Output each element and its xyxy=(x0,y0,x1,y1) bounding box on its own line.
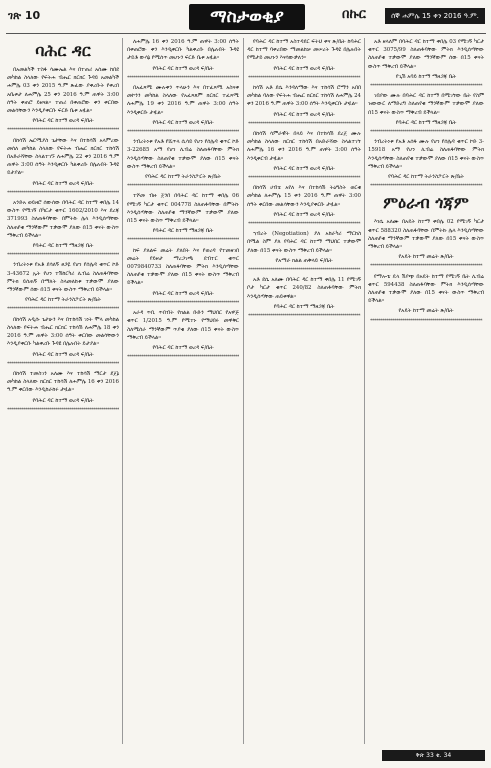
notice-signature: የባሕር ዳር ከተማ ወረዳ ፍ/ቤት xyxy=(273,65,335,72)
column-divider xyxy=(243,38,244,744)
notice-separator: ******************************************************** xyxy=(127,299,239,306)
issue-footer: ቅጽ 33 ቁ. 34 xyxy=(382,750,485,761)
column-divider xyxy=(364,38,365,744)
notice-separator: ******************************************************** xyxy=(127,237,239,244)
notice-signature: የባሕር ዳር ከተማ ወረዳ ፍ/ቤት xyxy=(32,118,94,125)
notice-text: ከሳሽ አቶ ደሴ እንዳለማው እና ተከሳሽ ሮማን አበበ መካከል ባለው የፍትሐ ብሔር ክርክር ተከሳሽ ለሐምሌ 24 ቀን 2016 ዓ.ም ጠዋት 3:00 ሰዓት እንዲቀርቡ ታዟል። xyxy=(247,85,361,108)
notice-text: እነሴ አለሙ በአዴት ከተማ ቀበሌ 02 የሚገኝ ካርታ ቁጥር 588320 ስለጠፋባቸው በምትኩ ሌላ እንዲሰጣቸው ስለጠየቁ ማንኛውም ተቃውሞ ያለው በ15 ቀናት ውስጥ ማቅረብ ይችላል። xyxy=(368,219,484,251)
notice-text: ለሐምሌ 16 ቀን 2016 ዓ.ም ጠዋት 3:00 ሰዓት በቀጠሮው ቀን እንዲቀርቡ ካልቀረቡ በሌሉበት ጉዳዩ ታይቶ ውሳኔ የሚሰጥ መሆኑን ፍርድ ቤቱ አዟል። xyxy=(127,39,239,62)
newspaper-name: በኩር xyxy=(342,7,366,22)
notice-separator: ******************************************************** xyxy=(248,313,360,320)
notice-text: አቶ ዘላለም በባሕር ዳር ከተማ ቀበሌ 03 የሚገኝ ካርታ ቁጥር 3075/99 ስለጠፋባቸው ምትክ እንዲሰጣቸው ስለጠየቁ ተቃውሞ ያለው ማንኛውም ሰው በ15 ቀናት ውስጥ ማቅረብ ይችላል። xyxy=(368,39,484,70)
notice-signature: የጊሽ አባይ ከተማ ማዘጋጃ ቤት xyxy=(395,73,457,80)
notice-separator: ******************************************************** xyxy=(7,406,119,413)
notice-signature: የባሕር ዳር ከተማ ወረዳ ፍ/ቤት xyxy=(273,211,335,218)
notice-separator: ******************************************************** xyxy=(248,175,360,182)
notice-text: ንብረትነቱ የአቶ የሺጥላ ሲሳይ የሆነ የሰሌዳ ቁጥር ኮድ 3-22685 አማ የሆነ ሊብሬ ስለጠፋባቸው ምትክ እንዲሰጣቸው ስለጠየቁ ተቃውሞ ያለው በ15 ቀናት ውስጥ ማቅረብ ይችላል። xyxy=(127,139,239,170)
notice-text: አራዳ ጥቢ ጥበብት የክልል ቡድን ማህበር የአዋጅ ቁጥር 1/2015 ዓ.ም የሚተኑ የማህበሩ መዋቅር ስለሚሰራ ማንኛውም ጥያቄ ያለው በ15 ቀናት ውስጥ ማቅረብ ይችላል። xyxy=(127,310,239,341)
notice-text: በከሳሽ ኤርሚያስ ጌታቸው እና በተከሳሽ አላምረው መሰለ መካከል ስላለው የፍትሐ ብሔር ክርክር ተከሳሽ በአድራሻቸው ስላልተገኙ ለሐምሌ 22 ቀን 2016 ዓ.ም ጠዋት 3:00 ሰዓት እንዲቀርቡ ካልቀረቡ በሌሉበት ጉዳዩ ይታያል። xyxy=(7,137,119,177)
notice-signature: የባሕር ዳር ከተማ ትራንስፖርት ጽ/ቤት xyxy=(25,297,101,304)
column-4-heading: ምዕራብ ጎጃም xyxy=(383,193,469,213)
notice-signature: የባሕር ዳር ከተማ ማዘጋጃ ቤት xyxy=(32,243,94,250)
notice-signature: የባሕር ዳር ከተማ ትራንስፖርት ጽ/ቤት xyxy=(145,174,221,181)
notice-text: ተሾመ ብዙ ጀንበ በባሕር ዳር ከተማ ቀበሌ 06 የሚገኝ ካርታ ቁጥር 004778 ስለጠፋባቸው በምትኩ እንዲሰጣቸው ስለጠየቁ ማንኛውም ተቃውሞ ያለው በ15 ቀናት ውስጥ ማቅረብ ይችላል። xyxy=(127,193,239,225)
notice-signature: የባሕር ዳር ከተማ ማዘጋጃ ቤት xyxy=(273,303,335,310)
notice-signature: የባሕር ዳር ከተማ ወረዳ ፍ/ቤት xyxy=(273,165,335,172)
notice-text: ገበያው ሙሉ በባሕር ዳር ከተማ በሚገኘው ቤት የስም ዝውውር ለማድረግ ስለጠየቁ ማንኛውም ተቃውሞ ያለው በ15 ቀናት ውስጥ ማቅረብ ይችላል። xyxy=(368,93,484,116)
notice-separator: ******************************************************** xyxy=(7,252,119,259)
column-1 xyxy=(7,38,119,744)
notice-text: በአመልካች ተስፋ ሳሙኤል እና በተጠሪ አሰሙ ከበደ መካከል ስላለው የፍትሐ ብሔር ክርክር ጉዳይ አመልካች ሐምሌ 03 ቀን 2015 ዓ.ም ጽፈው ያቀረቡት የቀረበ አቤቱታ ለሐምሌ 25 ቀን 2016 ዓ.ም ጠዋት 3:00 ሰዓት ቀጠሮ ይዘናል። ተጠሪ በቀጠሮው ቀን ቀርበው መልሳቸውን እንዲያቀርቡ ፍርድ ቤቱ አዟል። xyxy=(7,67,119,115)
notice-signature: የአዴት ከተማ መሬት ጽ/ቤት xyxy=(398,308,454,315)
notice-separator: ******************************************************** xyxy=(127,183,239,190)
notice-signature: የባሕር ዳር ከተማ ማዘጋጃ ቤት xyxy=(395,119,457,126)
notice-separator: ******************************************************** xyxy=(7,127,119,134)
notice-signature: የአማራ ክልል ጠቅላይ ፍ/ቤት xyxy=(275,257,333,264)
notice-signature: የባሕር ዳር ከተማ ወረዳ ፍ/ቤት xyxy=(32,351,94,358)
notice-separator: ******************************************************** xyxy=(370,129,482,136)
notice-text: ንብረትነቱ የአቶ አሰፋ ሙሉ የሆነ የሰሌዳ ቁጥር ኮድ 3-15918 አማ የሆነ ሊብሬ ስለጠፋባቸው ምትክ እንዲሰጣቸው ስለጠየቁ ተቃውሞ ያለው በ15 ቀናት ውስጥ ማቅረብ ይችላል። xyxy=(368,139,484,170)
header-rule xyxy=(6,33,486,34)
notice-text: በከሳሽ ተመስገን አለሙ እና ተከሳሽ ማርታ ደጀኔ መካከል ስላለው ክርክር ተከሳሽ ለሐምሌ 16 ቀን 2016 ዓ.ም ቀርበው እንዲከራከሩ ታዟል። xyxy=(7,370,119,394)
notice-separator: ******************************************************** xyxy=(248,221,360,228)
notice-text: በአፈጻሚ ሙሉቀን ጥላሁን እና በተፈጻሚ አስናቀ መኮንን መካከል ስላለው የአፈጻጸም ክርክር ተፈጻሚ ለሐምሌ 19 ቀን 2016 ዓ.ም ጠዋት 3:00 ሰዓት እንዲቀርቡ ታዟል። xyxy=(127,85,239,116)
notice-signature: የባሕር ዳር ከተማ ትራንስፖርት ጽ/ቤት xyxy=(388,174,464,181)
notice-text: ከፍ ያለልፍ መሬት ያለበት እና የወረዳ የተመዘገበ መሬት የይዞታ ማረጋገጫ ደብተር ቁጥር 0079840733 ስለጠፋባቸው ምትክ እንዲሰጣቸው ስለጠየቁ ተቃውሞ ያለው በ15 ቀናት ውስጥ ማቅረብ ይችላል። xyxy=(127,247,239,287)
notice-separator: ******************************************************** xyxy=(127,129,239,136)
notice-separator: ******************************************************** xyxy=(248,267,360,274)
notice-signature: የባሕር ዳር ከተማ ወረዳ ፍ/ቤት xyxy=(32,397,94,404)
notice-signature: የአዴት ከተማ መሬት ጽ/ቤት xyxy=(398,254,454,261)
notice-text: አንድአ ወይዘሮ ሰውሰው በባሕር ዳር ከተማ ቀበሌ 14 ውስጥ የሚገኝ በካርታ ቁጥር 1602/2010 እና ደረጃ 371993 ስለጠፋባቸው በምትኩ ሌላ እንዲሰጣቸው ስለጠየቁ ማንኛውም ተቃውሞ ያለው በ15 ቀናት ውስጥ ማቅረብ ይችላል። xyxy=(7,200,119,239)
page-number: ገጽ 10 xyxy=(8,9,41,22)
notice-signature: የባሕር ዳር ከተማ ወረዳ ፍ/ቤት xyxy=(152,344,214,351)
column-4 xyxy=(368,38,484,744)
notice-separator: ******************************************************** xyxy=(370,183,482,190)
column-2 xyxy=(127,38,239,744)
notice-signature: የባሕር ዳር ከተማ ወረዳ ፍ/ቤት xyxy=(273,111,335,118)
notice-signature: የባሕር ዳር ከተማ ማዘጋጃ ቤት xyxy=(152,228,214,235)
notice-text: ኅብረት (Negotiation) ያለ አከራካሪ ማርከስ በሚል ስም ያለ የባሕር ዳር ከተማ ማህበር ተቃውሞ ያለው በ15 ቀናት ውስጥ ማቅረብ ይችላል። xyxy=(247,231,361,254)
column-1-heading: ባሕር ዳር xyxy=(35,41,91,60)
notice-text: የባሕር ዳር ከተማ አስተዳደር ፍትህ ቀና ጽ/ቤት ከባሕር ዳር ከተማ ባቀረበው ማመልከቻ መሠረት ጉዳዩ በሌሉበት የሚታይ መሆኑን እናሳውቃለን። xyxy=(247,39,361,62)
notice-separator: ******************************************************** xyxy=(370,263,482,270)
column-divider xyxy=(122,38,123,744)
notice-separator: ******************************************************** xyxy=(127,354,239,361)
notice-text: በከሳሽ ሳምራዊት በላይ እና በተከሳሽ ደረጀ ሙሉ መካከል ስላለው ክርክር ተከሳሽ በአድራሻው ስላልተገኘ ለሐምሌ 16 ቀን 2016 ዓ.ም ጠዋት 3:00 ሰዓት እንዲቀርብ ታዟል። xyxy=(247,131,361,162)
page-header xyxy=(0,0,491,42)
notice-signature: የባሕር ዳር ከተማ ወረዳ ፍ/ቤት xyxy=(152,119,214,126)
date-line: ሰኞ ሐምሌ 15 ቀን 2016 ዓ.ም. xyxy=(385,8,485,24)
notice-separator: ******************************************************** xyxy=(248,120,360,127)
notice-separator: ******************************************************** xyxy=(370,317,482,324)
notice-separator: ******************************************************** xyxy=(248,74,360,81)
notice-signature: የባሕር ዳር ከተማ ወረዳ ፍ/ቤት xyxy=(152,290,214,297)
notice-separator: ******************************************************** xyxy=(7,360,119,367)
notice-text: የማሎቴ ዴላ ሽያጭ በአዴት ከተማ የሚገኝ ቤት ሊብሬ ቁጥር 594438 ስለጠፋባቸው ምትክ እንዲሰጣቸው ስለጠየቁ ተቃውሞ ያለው በ15 ቀናት ውስጥ ማቅረብ ይችላል። xyxy=(368,273,484,305)
notice-signature: የባሕር ዳር ከተማ ወረዳ ፍ/ቤት xyxy=(32,180,94,187)
notice-text: በከሳሽ አዲሱ ጌታሁን እና በተከሳሽ ገነት ሞላ መካከል ስላለው የፍትሐ ብሔር ክርክር ተከሳሽ ለሐምሌ 18 ቀን 2016 ዓ.ም ጠዋት 3:00 ሰዓት ቀርበው መልሳቸውን እንዲያቀርቡ ካልቀረቡ ጉዳዩ በሌሉበት ይታያል። xyxy=(7,316,119,348)
notice-signature: የባሕር ዳር ከተማ ወረዳ ፍ/ቤት xyxy=(152,65,214,72)
notice-separator: ******************************************************** xyxy=(127,74,239,81)
notice-text: በከሳሽ ሀብቴ አየለ እና በተከሳሽ ትዕግስት ወርቁ መካከል ለሐምሌ 15 ቀን 2016 ዓ.ም ጠዋት 3:00 ሰዓት ቀርበው መልሳቸውን እንዲያቀርቡ ታዟል። xyxy=(247,185,361,208)
notice-text: አቶ ደሴ አለሙ በባሕር ዳር ከተማ ቀበሌ 11 የሚገኝ ቦታ ካርታ ቁጥር 240/82 ስለጠፋባቸው ምትክ እንዲሰጣቸው ጠይቀዋል። xyxy=(247,277,361,300)
section-title: ማስታወቂያ xyxy=(189,4,305,30)
notice-separator: ******************************************************** xyxy=(370,83,482,90)
notice-text: ንብረትነቱ የአቶ ደሳለኝ ፀጋዬ የሆነ የሰሌዳ ቁጥር ኮድ 3-43672 ኢት የሆነ ተሽከርካሪ ሊብሬ ስለጠፋባቸው ምትክ ይሰጠኝ በማለት ስላመለከቱ ተቃውሞ ያለው ማንኛውም ሰው በ15 ቀናት ውስጥ ማቅረብ ይችላል። xyxy=(7,262,119,294)
notice-separator: ******************************************************** xyxy=(7,306,119,313)
notice-separator: ******************************************************** xyxy=(7,189,119,196)
column-3 xyxy=(247,38,361,744)
